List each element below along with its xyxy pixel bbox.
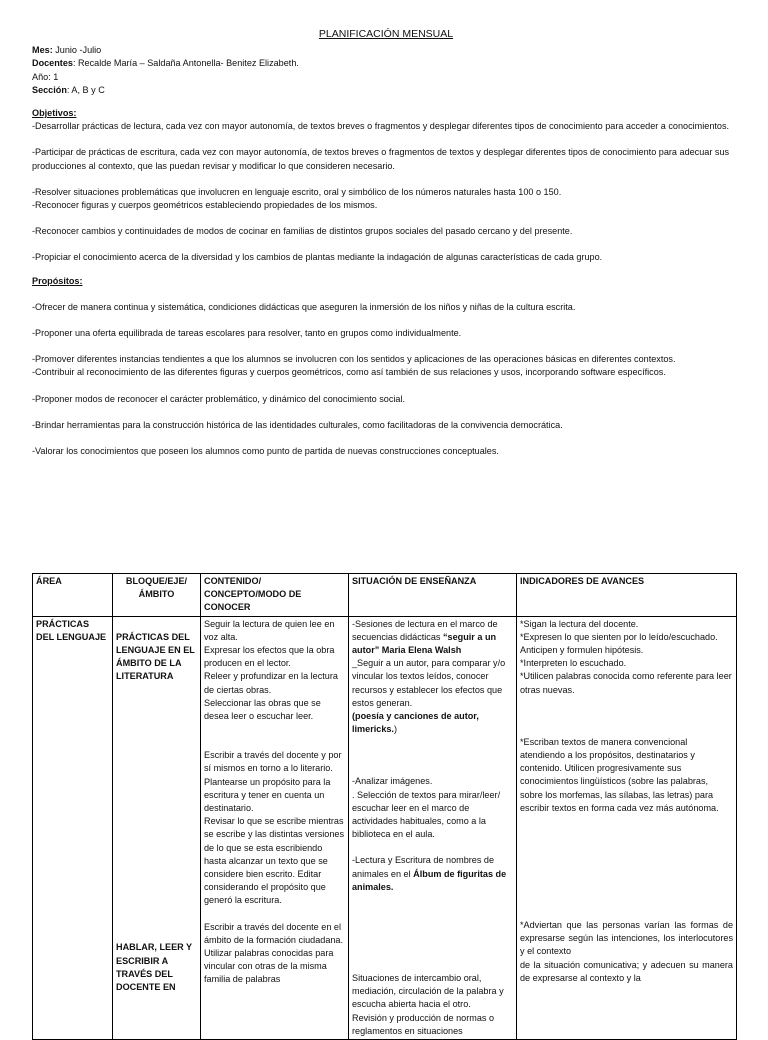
proposito-item: -Valorar los conocimientos que poseen los alumnos como punto de partida de nuevas construcciones conceptuales. xyxy=(32,446,499,457)
situacion-bold: (poesía y canciones de autor, limericks. xyxy=(352,711,479,735)
mes-line xyxy=(32,44,740,57)
objetivo-item: -Propiciar el conocimiento acerca de la diversidad y los cambios de plantas mediante la indagación de algunas características de cada grupo. xyxy=(32,252,603,263)
contenido-cell xyxy=(201,616,349,1039)
table-header-row xyxy=(33,574,737,617)
mes-value: Junio -Julio xyxy=(52,45,102,56)
anio-line: Año: 1 xyxy=(32,71,59,82)
situacion-text: _Seguir a un autor, para comparar y/o vincular los textos leídos, conocer recursos y establecer los efectos que estos generan. xyxy=(352,658,506,708)
situacion-text: Situaciones de intercambio oral, mediación, circulación de la palabra y escucha abierta hacia el otro. Revisión y producción de normas o reglamentos en situaciones xyxy=(352,973,504,1036)
contenido-block: Seguir la lectura de quien lee en voz alta. Expresar los efectos que la obra producen en el lector. Releer y profundizar en la lectura de ciertas obras. Seleccionar las obras que se desea leer o escuchar leer. xyxy=(204,618,338,722)
situacion-block xyxy=(352,710,513,736)
contenido-block: Escribir a través del docente en el ámbito de la formación ciudadana. Utilizar palabras conocidas para vincular con otras de la misma familia de palabras xyxy=(204,921,344,985)
bloque-cell xyxy=(113,616,201,1039)
header-bloque: BLOQUE/EJE/ ÁMBITO xyxy=(113,574,201,617)
header-situacion: SITUACIÓN DE ENSEÑANZA xyxy=(349,574,517,617)
proposito-item: -Proponer una oferta equilibrada de tareas escolares para resolver, tanto en grupos como individualmente. xyxy=(32,328,462,339)
table-row xyxy=(33,616,737,1039)
mes-label: Mes: xyxy=(32,45,53,56)
objetivo-item: -Participar de prácticas de escritura, cada vez con mayor autonomía, de textos breves o fragmentos de textos y desplegar diferentes tipos de conocimiento para adecuar sus producciones al contexto, que las puedan revisar y modificar lo que consideren necesario. xyxy=(32,147,730,171)
situacion-text: ) xyxy=(393,724,397,735)
indicadores-block: *Adviertan que las personas varían las formas de expresarse según las intenciones, los interlocutores y el contexto de la situación comunicativa; y adecuen su manera de expresarse al contexto y la xyxy=(520,920,733,983)
situacion-text: -Lectura y Escritura de nombres de animales en el xyxy=(352,855,495,879)
area-label: PRÁCTICAS DEL LENGUAJE xyxy=(36,618,107,642)
seccion-label: Sección xyxy=(32,84,67,95)
docentes-value: : Recalde María – Saldaña Antonella- Benitez Elizabeth. xyxy=(72,58,299,69)
objetivo-item: -Reconocer figuras y cuerpos geométricos estableciendo propiedades de los mismos. xyxy=(32,200,378,211)
document-title: PLANIFICACIÓN MENSUAL xyxy=(318,28,454,40)
document-meta xyxy=(32,44,740,97)
proposito-item: -Proponer modos de reconocer el carácter problemático, y dinámico del conocimiento social. xyxy=(32,393,406,404)
header-contenido: CONTENIDO/ CONCEPTO/MODO DE CONOCER xyxy=(201,574,349,617)
objetivo-item: -Resolver situaciones problemáticas que involucren en lenguaje escrito, oral y simbólico de los números naturales hasta 100 o 150. xyxy=(32,186,562,197)
propositos-heading: Propósitos: xyxy=(32,275,83,286)
docentes-line xyxy=(32,57,740,70)
indicadores-cell xyxy=(517,616,737,1039)
area-cell xyxy=(33,616,113,1039)
situacion-text: -Sesiones de lectura en el marco de secuencias didácticas xyxy=(352,618,498,642)
header-area: ÁREA xyxy=(33,574,113,617)
proposito-item: -Brindar herramientas para la construcción histórica de las identidades culturales, como facilitadoras de la convivencia democrática. xyxy=(32,419,563,430)
seccion-line xyxy=(32,84,740,97)
objetivos-heading: Objetivos: xyxy=(32,108,77,119)
header-indicadores: INDICADORES DE AVANCES xyxy=(517,574,737,617)
proposito-item: -Promover diferentes instancias tendientes a que los alumnos se involucren con los sentidos y aplicaciones de las operaciones básicas en diferentes contextos. xyxy=(32,354,676,365)
contenido-block: Escribir a través del docente y por sí mismos en torno a lo literario. Plantearse un propósito para la escritura y tener en cuenta un destinatario. Revisar lo que se escribe mientras se escribe y las distintas versiones de lo que se esta escribiendo hasta alcanzar un texto que se considere bien escrito. Editar considerando el propósito que generó la escritura. xyxy=(204,750,345,906)
situacion-bold: “seguir a un autor” Maria Elena Walsh xyxy=(352,631,497,656)
proposito-item: -Contribuir al reconocimiento de las diferentes figuras y cuerpos geométricos, como así también de sus relaciones y usos, incorporando software específicos. xyxy=(32,367,666,378)
situacion-bold: Álbum de figuritas de animales. xyxy=(352,868,507,892)
proposito-item: -Ofrecer de manera continua y sistemática, condiciones didácticas que aseguren la inmersión de los niños y niñas de la cultura escrita. xyxy=(32,301,576,312)
situacion-block xyxy=(352,618,513,658)
situacion-text: -Analizar imágenes. . Selección de textos para mirar/leer/ escuchar leer en el marco de actividades habituales, como a la biblioteca en el aula. xyxy=(352,776,501,840)
situacion-cell xyxy=(349,616,517,1039)
objetivo-item: -Desarrollar prácticas de lectura, cada vez con mayor autonomía, de textos breves o fragmentos y desplegar diferentes tipos de conocimiento para acceder a conocimientos. xyxy=(32,121,730,132)
docentes-label: Docentes xyxy=(32,58,73,69)
bloque-hablar: HABLAR, LEER Y ESCRIBIR A TRAVÉS DEL DOCENTE EN xyxy=(116,942,192,993)
situacion-block xyxy=(352,854,513,894)
bloque-literatura: PRÁCTICAS DEL LENGUAJE EN EL ÁMBITO DE LA LITERATURA xyxy=(116,631,195,682)
planning-table xyxy=(32,573,737,1040)
indicadores-block: *Escriban textos de manera convencional atendiendo a los propósitos, destinatarios y contenido. Utilicen progresivamente sus conocimientos lingüísticos (sobre las palabras, sobre los morfemas, las sílabas, las letras) para escribir textos en forma cada vez más autónoma. xyxy=(520,736,719,813)
objetivo-item: -Reconocer cambios y continuidades de modos de cocinar en familias de distintos grupos sociales del pasado cercano y del presente. xyxy=(32,226,573,237)
document-page xyxy=(32,28,740,458)
seccion-value: : A, B y C xyxy=(66,84,105,95)
indicadores-block: *Sigan la lectura del docente. *Expresen lo que sienten por lo leído/escuchado. Anticipen y formulen hipótesis. *Interpreten lo escuchado. *Utilicen palabras conocida como referente para leer otras nuevas. xyxy=(520,618,732,695)
